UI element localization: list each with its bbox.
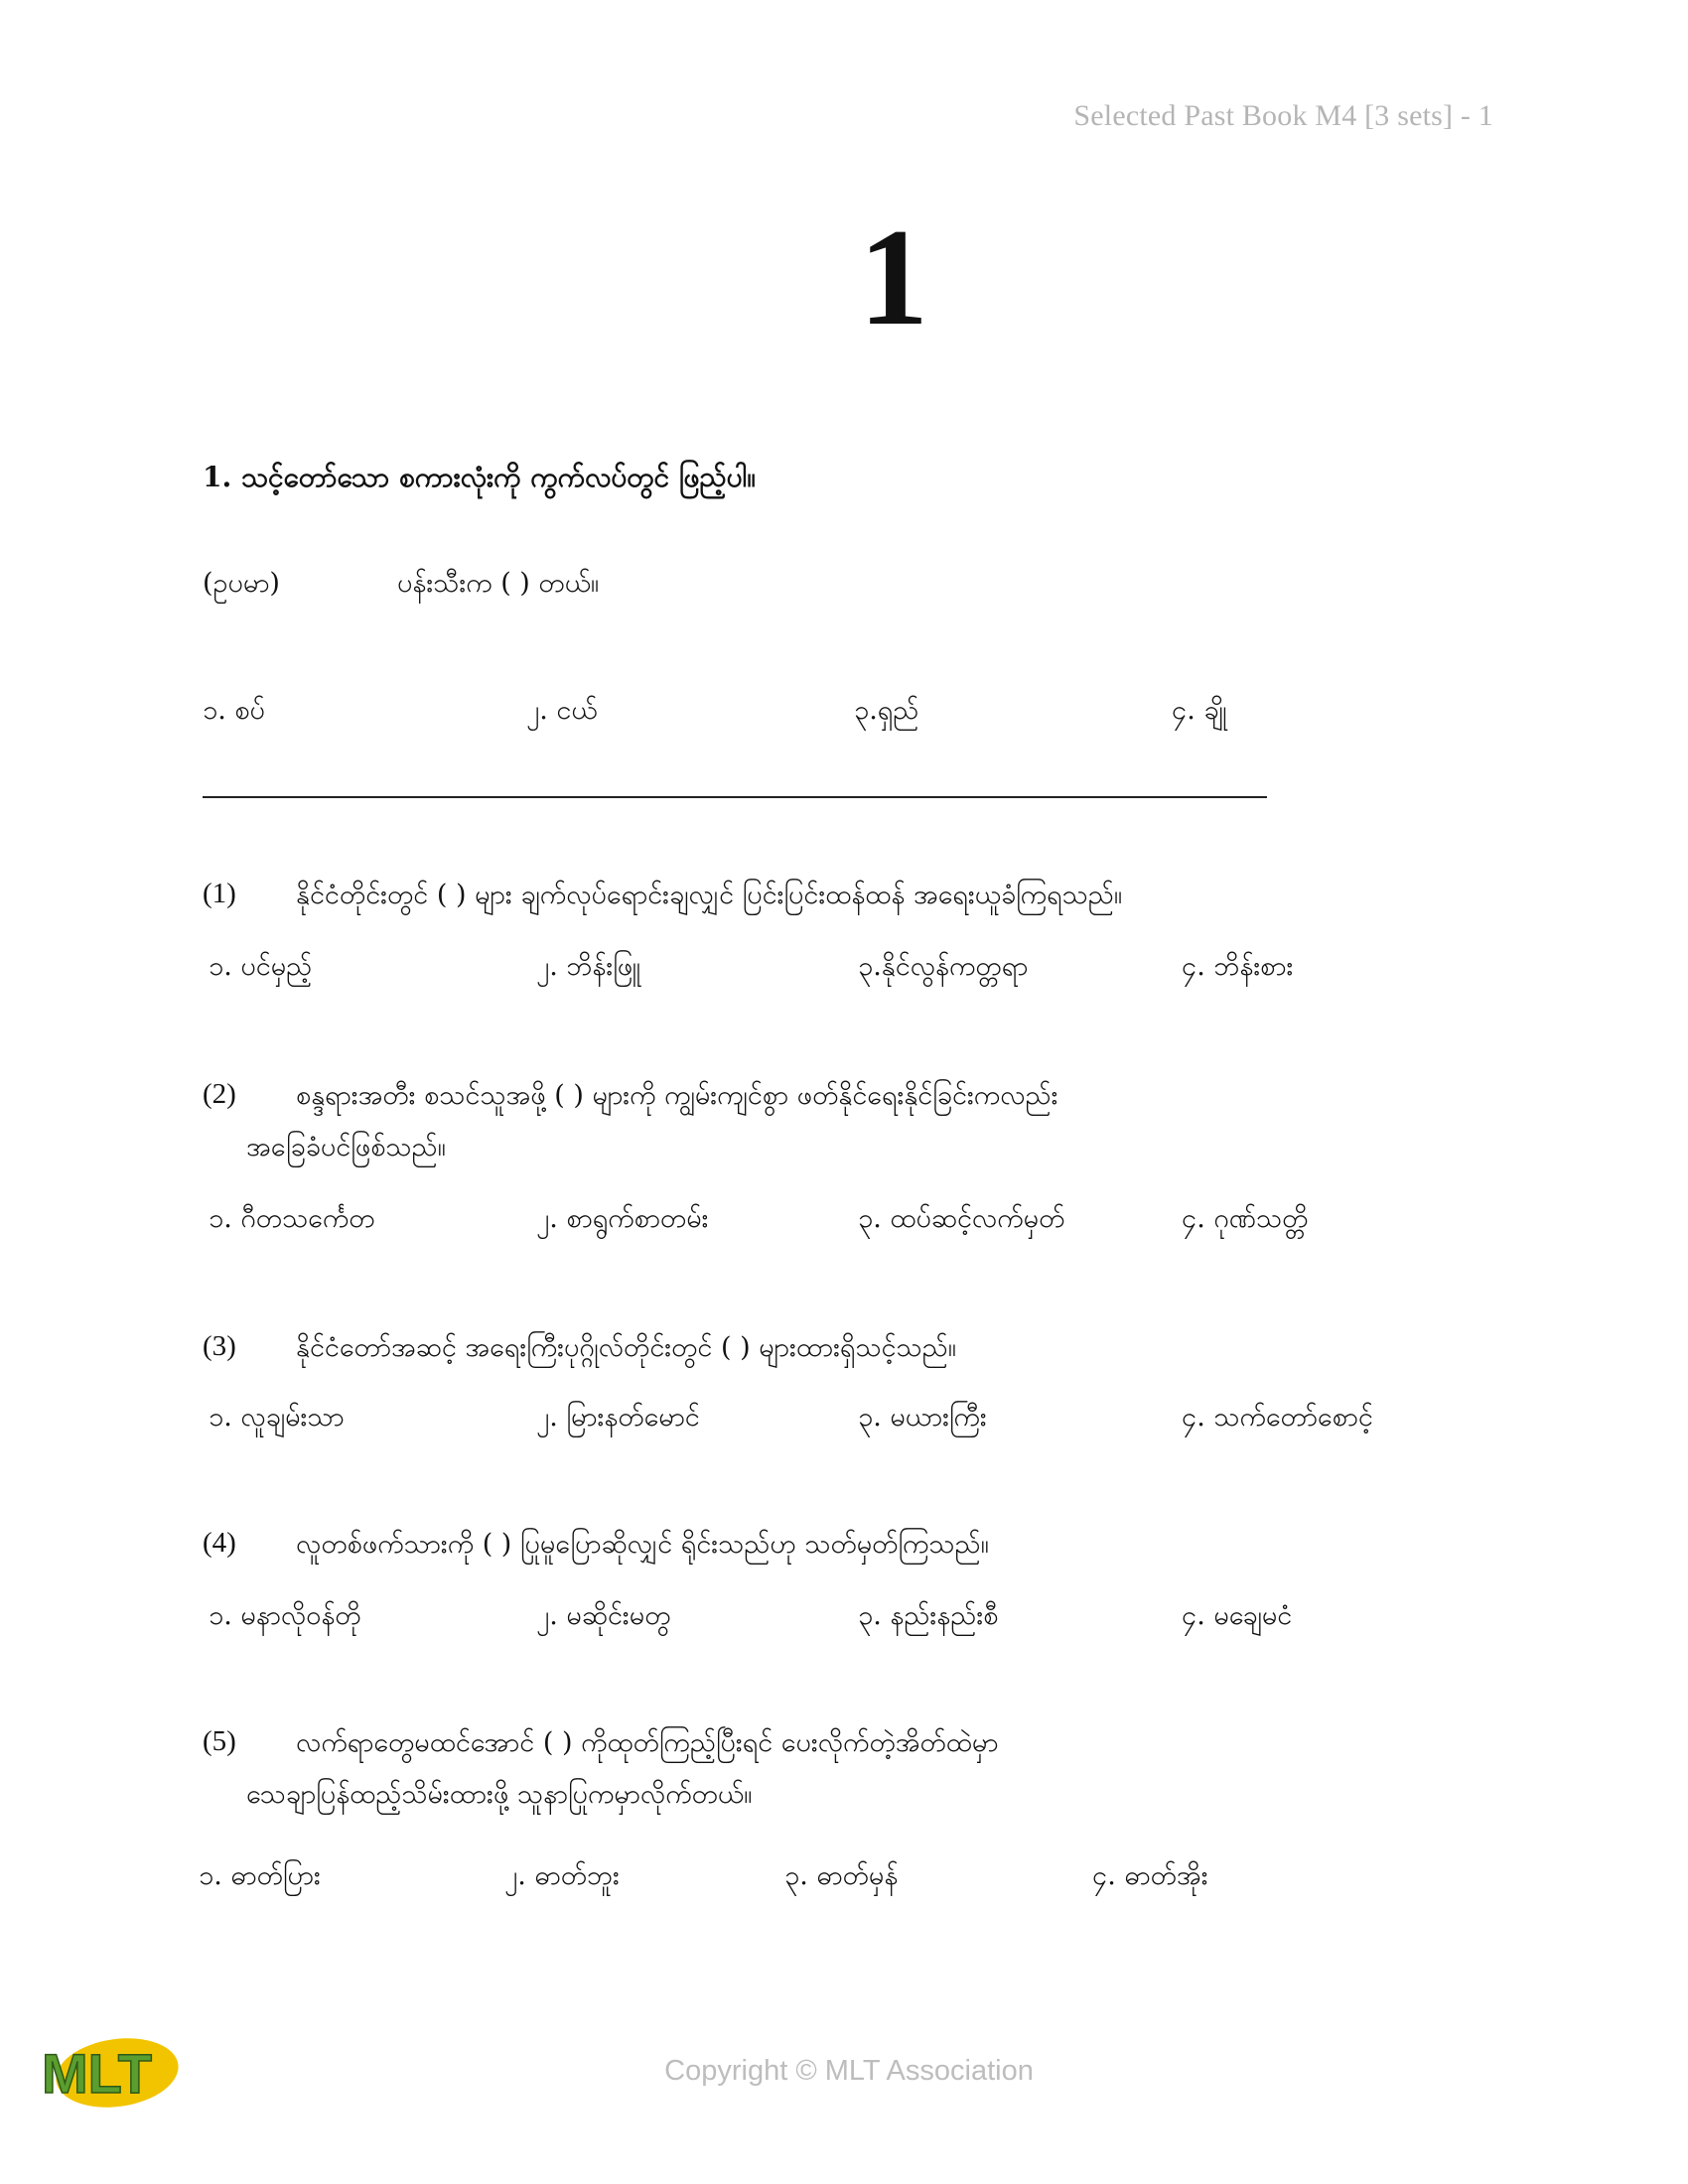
divider — [203, 796, 1267, 798]
question-text-continued: အခြေခံပင်ဖြစ်သည်။ — [246, 1132, 446, 1162]
question-option: ၄. ဘိန်းစား — [1182, 951, 1294, 982]
question-option: ၄. မချေမငံ — [1182, 1600, 1293, 1631]
question-option: ၃. ထပ်ဆင့်လက်မှတ် — [858, 1203, 1065, 1234]
example-option-3: ၃.ရှည် — [854, 695, 919, 726]
question-option: ၄. ဂုဏ်သတ္တိ — [1182, 1203, 1309, 1234]
question-text: လူတစ်ဖက်သားကို ( ) ပြုမူပြောဆိုလျှင် ရိုင်းသည်ဟု သတ်မှတ်ကြသည်။ — [296, 1529, 989, 1560]
question-number: (2) — [203, 1078, 236, 1110]
question-text: နိုင်ငံတော်အဆင့် အရေးကြီးပုဂ္ဂိုလ်တိုင်းတွင် ( ) များထားရှိသင့်သည်။ — [296, 1332, 956, 1363]
set-number: 1 — [859, 201, 928, 354]
question-option: ၃. မယားကြီး — [858, 1402, 987, 1433]
question-option: ၂. မဆိုင်းမတွ — [536, 1600, 671, 1631]
mlt-logo — [36, 2025, 185, 2115]
question-option: ၁. ဓာတ်ပြား — [199, 1860, 321, 1891]
question-text: နိုင်ငံတိုင်းတွင် ( ) များ ချက်လုပ်ရောင်းချလျှင် ပြင်းပြင်းထန်ထန် အရေးယူခံကြရသည်။ — [296, 880, 1122, 910]
question-option: ၁. ဂီတသင်္ကေတ — [209, 1203, 375, 1234]
example-option-2: ၂. ငယ် — [526, 695, 598, 726]
question-number: (5) — [203, 1725, 236, 1757]
question-text: စန္ဒရားအတီး စသင်သူအဖို့ ( ) များကို ကျွမ်းကျင်စွာ ဖတ်နိုင်ရေးနိုင်ခြင်းကလည်း — [296, 1080, 1058, 1111]
running-header: Selected Past Book M4 [3 sets] - 1 — [1073, 99, 1493, 132]
example-sentence: ပန်းသီးက ( ) တယ်။ — [397, 568, 600, 599]
question-option: ၂. ဘိန်းဖြူ — [536, 951, 640, 982]
question-option: ၄. သက်တော်စောင့် — [1182, 1402, 1373, 1433]
question-number: (3) — [203, 1330, 236, 1362]
example-option-1: ၁. စပ် — [203, 695, 265, 726]
question-option: ၃. ဓာတ်မှန် — [784, 1860, 899, 1891]
question-option: ၁. လူချမ်းသာ — [209, 1402, 345, 1433]
question-option: ၁. ပင်မှည့် — [209, 951, 313, 982]
question-number: (4) — [203, 1527, 236, 1559]
question-text-continued: သေချာပြန်ထည့်သိမ်းထားဖို့ သူနာပြုကမှာလိုက်တယ်။ — [246, 1779, 753, 1810]
logo-text: MLT — [42, 2042, 152, 2105]
question-option: ၂. ဓာတ်ဘူး — [504, 1860, 620, 1891]
question-number: (1) — [203, 878, 236, 909]
example-option-4: ၄. ချို — [1172, 695, 1227, 726]
copyright-notice — [0, 2055, 1688, 2088]
question-text: လက်ရာတွေမထင်အောင် ( ) ကိုထုတ်ကြည့်ပြီးရင် ပေးလိုက်တဲ့အိတ်ထဲမှာ — [296, 1727, 999, 1758]
example-label: (ဥပမာ) — [203, 568, 280, 599]
question-option: ၂. စာရွက်စာတမ်း — [536, 1203, 709, 1234]
question-option: ၂. မြားနတ်မောင် — [536, 1402, 700, 1433]
question-option: ၄. ဓာတ်အိုး — [1092, 1860, 1208, 1891]
question-option: ၁. မနာလိုဝန်တို — [209, 1600, 361, 1631]
question-option: ၃.နိုင်လွန်ကတ္တရာ — [858, 951, 1029, 982]
instruction-heading: 1. သင့်တော်သော စကားလုံးကို ကွက်လပ်တွင် ဖြည့်ပါ။ — [203, 461, 756, 493]
copyright-text: Copyright © MLT Association — [664, 2055, 1034, 2087]
question-option: ၃. နည်းနည်းစီ — [858, 1600, 999, 1631]
